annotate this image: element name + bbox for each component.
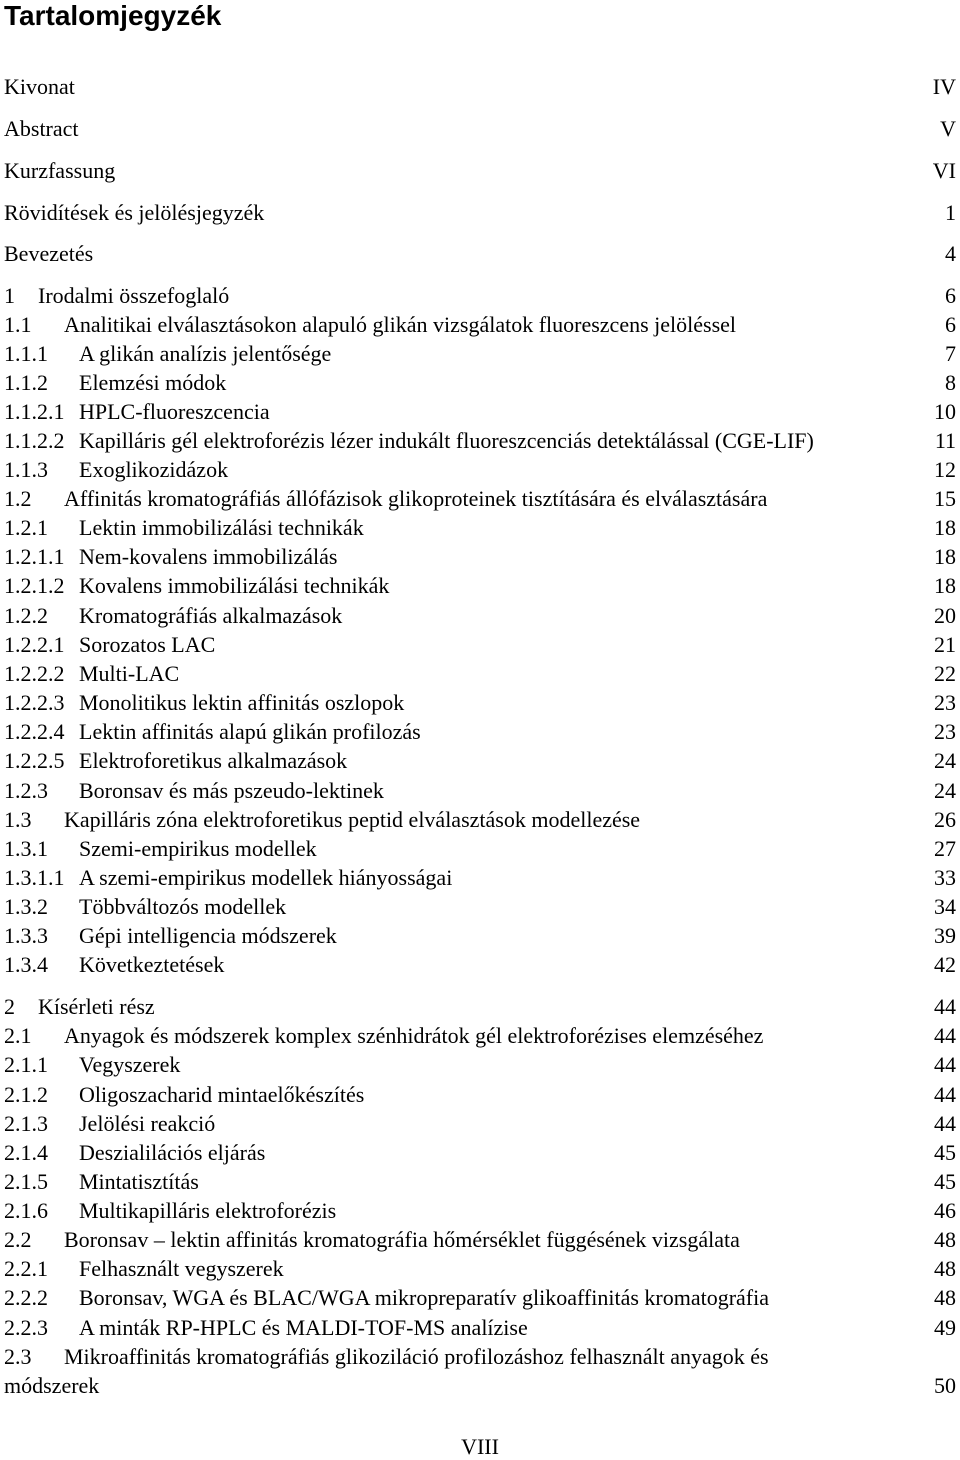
toc-entry-page: 1 <box>945 200 956 225</box>
toc-entry-page: 24 <box>934 778 956 803</box>
toc-entry-number: 2.1.2 <box>4 1082 48 1107</box>
toc-entry-page: 33 <box>934 865 956 890</box>
toc-entry-title: Multi-LAC <box>79 661 180 686</box>
toc-entry[interactable] <box>4 994 956 1020</box>
toc-entry-title: Következtetések <box>79 952 225 977</box>
toc-entry-title: Irodalmi összefoglaló <box>38 283 230 308</box>
toc-entry-number: 2 <box>4 994 15 1019</box>
toc-entry-page: 24 <box>934 748 956 773</box>
toc-entry-title: Analitikai elválasztásokon alapuló glikán vizsgálatok fluoreszcens jelöléssel <box>64 312 737 337</box>
toc-entry[interactable] <box>4 894 956 920</box>
toc-entry-title: Bevezetés <box>4 241 94 266</box>
toc-entry-title: Monolitikus lektin affinitás oszlopok <box>79 690 405 715</box>
toc-entry[interactable] <box>4 399 956 425</box>
toc-entry-page: VI <box>932 158 956 183</box>
toc-entry[interactable] <box>4 748 956 774</box>
toc-entry-page: 45 <box>934 1169 956 1194</box>
toc-entry-title: Kapilláris gél elektroforézis lézer indukált fluoreszcenciás detektálással (CGE-LIF) <box>79 428 814 453</box>
toc-entry-title: Mikroaffinitás kromatográfiás glikoziláció profilozáshoz felhasznált anyagok és <box>64 1344 769 1369</box>
toc-entry[interactable] <box>4 1082 956 1108</box>
toc-entry-page: 23 <box>934 719 956 744</box>
toc-entry[interactable] <box>4 1052 956 1078</box>
toc-entry[interactable] <box>4 1285 956 1311</box>
toc-entry-title: Boronsav és más pszeudo-lektinek <box>79 778 384 803</box>
toc-entry-title: Kovalens immobilizálási technikák <box>79 573 390 598</box>
toc-entry-number: 1.3.4 <box>4 952 48 977</box>
toc-entry[interactable] <box>4 116 956 142</box>
toc-entry-number: 2.1.3 <box>4 1111 48 1136</box>
toc-entry-title: Felhasznált vegyszerek <box>79 1256 284 1281</box>
toc-entry-number: 1.2.2.4 <box>4 719 65 744</box>
toc-entry[interactable] <box>4 1373 956 1399</box>
toc-entry-number: 2.1 <box>4 1023 32 1048</box>
toc-entry-title: Mintatisztítás <box>79 1169 199 1194</box>
toc-entry-number: 1.1.3 <box>4 457 48 482</box>
toc-entry-title: Boronsav – lektin affinitás kromatográfia hőmérséklet függésének vizsgálata <box>64 1227 740 1252</box>
toc-entry-page: 44 <box>934 1052 956 1077</box>
toc-entry[interactable] <box>4 370 956 396</box>
toc-entry-number: 2.3 <box>4 1344 32 1369</box>
toc-entry[interactable] <box>4 661 956 687</box>
toc-entry-title: Kísérleti rész <box>38 994 155 1019</box>
toc-entry-page: 20 <box>934 603 956 628</box>
toc-entry-title: Szemi-empirikus modellek <box>79 836 317 861</box>
toc-entry[interactable] <box>4 200 956 226</box>
toc-entry-page: 48 <box>934 1285 956 1310</box>
toc-entry[interactable] <box>4 603 956 629</box>
toc-entry-title: módszerek <box>4 1373 100 1398</box>
toc-entry-page: 11 <box>934 428 956 453</box>
toc-entry-page: 44 <box>934 994 956 1019</box>
toc-entry-number: 2.2.2 <box>4 1285 48 1310</box>
toc-entry[interactable] <box>4 1140 956 1166</box>
toc-entry[interactable] <box>4 690 956 716</box>
toc-entry[interactable] <box>4 74 956 100</box>
toc-entry-number: 1.3.2 <box>4 894 48 919</box>
toc-entry-number: 2.2.1 <box>4 1256 48 1281</box>
toc-entry-title: Anyagok és módszerek komplex szénhidrátok gél elektroforézises elemzéséhez <box>64 1023 764 1048</box>
toc-entry[interactable] <box>4 1111 956 1137</box>
toc-entry[interactable] <box>4 241 956 267</box>
toc-entry-page: 10 <box>934 399 956 424</box>
toc-entry-title: Kapilláris zóna elektroforetikus peptid elválasztások modellezése <box>64 807 641 832</box>
toc-entry[interactable] <box>4 778 956 804</box>
toc-entry-number: 1.2.2.1 <box>4 632 65 657</box>
toc-entry-page: 34 <box>934 894 956 919</box>
toc-entry-number: 1.2 <box>4 486 32 511</box>
toc-entry-title: Elemzési módok <box>79 370 227 395</box>
toc-entry-page: 50 <box>934 1373 956 1398</box>
toc-entry[interactable] <box>4 1169 956 1195</box>
toc-entry-title: Oligoszacharid mintaelőkészítés <box>79 1082 365 1107</box>
toc-entry-title: Jelölési reakció <box>79 1111 216 1136</box>
toc-entry-page: 45 <box>934 1140 956 1165</box>
toc-entry-number: 1.2.2 <box>4 603 48 628</box>
toc-entry-title: Lektin affinitás alapú glikán profilozás <box>79 719 421 744</box>
page-number: VIII <box>461 1434 499 1459</box>
toc-entry[interactable] <box>4 923 956 949</box>
toc-entry-page: IV <box>932 74 956 99</box>
toc-entry-number: 1.1.2.2 <box>4 428 65 453</box>
toc-entry-number: 1.2.2.3 <box>4 690 65 715</box>
toc-entry[interactable] <box>4 428 956 454</box>
toc-entry-number: 1.1.2 <box>4 370 48 395</box>
toc-entry-title: Gépi intelligencia módszerek <box>79 923 337 948</box>
toc-entry-page: 42 <box>934 952 956 977</box>
toc-entry-title: Kromatográfiás alkalmazások <box>79 603 343 628</box>
toc-entry-title: Boronsav, WGA és BLAC/WGA mikropreparatív glikoaffinitás kromatográfia <box>79 1285 770 1310</box>
toc-entry-title: Abstract <box>4 116 79 141</box>
toc-entry-number: 1.3.1.1 <box>4 865 65 890</box>
toc-entry-title: Deszialilációs eljárás <box>79 1140 266 1165</box>
toc-entry-page: 23 <box>934 690 956 715</box>
toc-entry[interactable] <box>4 457 956 483</box>
toc-entry-page: 22 <box>934 661 956 686</box>
toc-entry-number: 2.1.5 <box>4 1169 48 1194</box>
toc-entry-title: A glikán analízis jelentősége <box>79 341 332 366</box>
toc-entry[interactable] <box>4 1023 956 1049</box>
toc-entry[interactable] <box>4 807 956 833</box>
toc-entry[interactable] <box>4 515 956 541</box>
toc-entry-page: 49 <box>934 1315 956 1340</box>
toc-entry-title: Multikapilláris elektroforézis <box>79 1198 337 1223</box>
toc-entry-title: Kivonat <box>4 74 75 99</box>
toc-entry-title: Affinitás kromatográfiás állófázisok glikoproteinek tisztítására és elválasztására <box>64 486 768 511</box>
toc-entry[interactable] <box>4 1256 956 1282</box>
toc-entry-page: 7 <box>945 341 956 366</box>
toc-entry-title: Többváltozós modellek <box>79 894 287 919</box>
toc-entry-page: 18 <box>934 573 956 598</box>
toc-entry-number: 1 <box>4 283 15 308</box>
toc-entry-page: 39 <box>934 923 956 948</box>
toc-entry-page: 4 <box>945 241 956 266</box>
toc-entry-number: 2.1.1 <box>4 1052 48 1077</box>
toc-entry-page: 18 <box>934 544 956 569</box>
toc-entry-page: 15 <box>934 486 956 511</box>
toc-entry[interactable] <box>4 836 956 862</box>
toc-entry-number: 1.2.1 <box>4 515 48 540</box>
toc-entry[interactable] <box>4 486 956 512</box>
toc-entry-page: 26 <box>934 807 956 832</box>
toc-entry-title: Lektin immobilizálási technikák <box>79 515 364 540</box>
toc-entry-number: 1.1 <box>4 312 32 337</box>
toc-entry-number: 1.1.1 <box>4 341 48 366</box>
toc-entry[interactable] <box>4 573 956 599</box>
toc-entry-page: 8 <box>945 370 956 395</box>
toc-entry[interactable] <box>4 312 956 338</box>
toc-entry-number: 1.2.1.2 <box>4 573 65 598</box>
toc-entry-title: Sorozatos LAC <box>79 632 216 657</box>
toc-entry[interactable] <box>4 158 956 184</box>
toc-entry[interactable] <box>4 1344 956 1370</box>
toc-entry[interactable] <box>4 632 956 658</box>
toc-entry-title: HPLC-fluoreszcencia <box>79 399 270 424</box>
toc-entry-number: 2.1.4 <box>4 1140 48 1165</box>
toc-entry-title: A minták RP-HPLC és MALDI-TOF-MS analízise <box>79 1315 528 1340</box>
toc-entry-title: A szemi-empirikus modellek hiányosságai <box>79 865 453 890</box>
toc-entry-page: 44 <box>934 1111 956 1136</box>
toc-entry-page: 6 <box>945 283 956 308</box>
toc-entry[interactable] <box>4 952 956 978</box>
toc-entry-page: 44 <box>934 1023 956 1048</box>
toc-entry-title: Rövidítések és jelölésjegyzék <box>4 200 265 225</box>
toc-entry-number: 1.1.2.1 <box>4 399 65 424</box>
toc-entry-number: 1.2.2.2 <box>4 661 65 686</box>
toc-entry-number: 2.2.3 <box>4 1315 48 1340</box>
toc-entry-page: 6 <box>945 312 956 337</box>
toc-entry-page: 18 <box>934 515 956 540</box>
toc-entry[interactable] <box>4 544 956 570</box>
toc-entry-page: 44 <box>934 1082 956 1107</box>
toc-entry-number: 2.2 <box>4 1227 32 1252</box>
toc-entry-page: 48 <box>934 1227 956 1252</box>
toc-entry[interactable] <box>4 719 956 745</box>
toc-entry-number: 1.3.3 <box>4 923 48 948</box>
toc-entry[interactable] <box>4 1227 956 1253</box>
toc-entry-page: 48 <box>934 1256 956 1281</box>
toc-entry-title: Vegyszerek <box>79 1052 181 1077</box>
page-title: Tartalomjegyzék <box>4 0 222 31</box>
toc-entry-number: 2.1.6 <box>4 1198 48 1223</box>
toc-entry-number: 1.3.1 <box>4 836 48 861</box>
toc-entry[interactable] <box>4 341 956 367</box>
toc-entry-number: 1.2.2.5 <box>4 748 65 773</box>
toc-entry-title: Elektroforetikus alkalmazások <box>79 748 348 773</box>
toc-entry-number: 1.2.1.1 <box>4 544 65 569</box>
toc-entry-page: 27 <box>934 836 956 861</box>
toc-entry[interactable] <box>4 283 956 309</box>
toc-entry-page: V <box>940 116 956 141</box>
toc-entry-title: Nem-kovalens immobilizálás <box>79 544 338 569</box>
toc-entry-page: 46 <box>934 1198 956 1223</box>
toc-entry[interactable] <box>4 1315 956 1341</box>
toc-entry-number: 1.2.3 <box>4 778 48 803</box>
toc-entry-title: Kurzfassung <box>4 158 116 183</box>
toc-entry[interactable] <box>4 1198 956 1224</box>
toc-entry[interactable] <box>4 865 956 891</box>
toc-entry-title: Exoglikozidázok <box>79 457 229 482</box>
toc-entry-number: 1.3 <box>4 807 32 832</box>
toc-entry-page: 21 <box>934 632 956 657</box>
toc-entry-page: 12 <box>934 457 956 482</box>
